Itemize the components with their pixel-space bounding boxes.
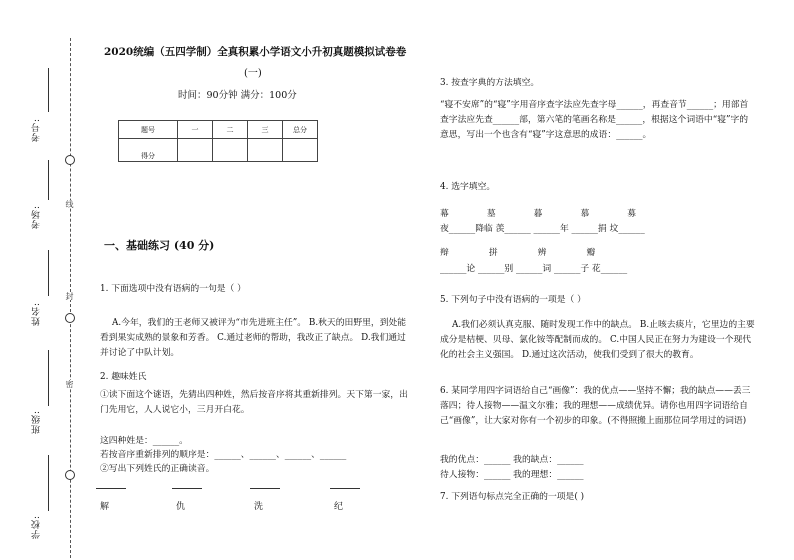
score-cell: 总分: [283, 121, 318, 139]
option-char: 辩: [440, 248, 449, 258]
score-cell: 一: [178, 121, 213, 139]
margin-label-exam-number: 考号:: [32, 118, 42, 143]
option-char: 幕: [440, 209, 449, 219]
pinyin-line-2: [172, 488, 202, 489]
q6-line2: 待人接物：______ 我的理想：______: [440, 470, 584, 480]
margin-line-2: [48, 160, 49, 200]
surname-char: 仇: [176, 502, 186, 512]
margin-label-name: 姓名:: [32, 302, 42, 327]
binding-hole-1: [65, 155, 75, 165]
binding-hole-2: [65, 313, 75, 323]
q2-blank1: 这四种姓是：______。: [100, 436, 188, 446]
surname-char: 解: [100, 502, 110, 512]
option-char: 瓣: [586, 248, 596, 258]
q5-options: A.我们必须认真克服、随时发现工作中的缺点。 B.止咳去痰片，它里边的主要成分是桔梗、贝母、氯化铵等配制而成的。 C.中国人民正在努力为建设一个现代化的社会主义强国。 D.通过这次活动，使我们受到了很大的教育。: [440, 320, 755, 360]
margin-label-class: 班级:: [32, 410, 42, 435]
exam-title: 2020统编（五四学制）全真积累小学语文小升初真题模拟试卷卷: [104, 46, 407, 58]
surname-char: 纪: [334, 502, 344, 512]
q4-row2-blanks: ______论 ______别 ______词 ______子 花______: [440, 264, 628, 274]
margin-line-5: [48, 455, 49, 511]
margin-line-3: [48, 250, 49, 296]
q3-stem: 3. 按查字典的方法填空。: [440, 78, 540, 88]
option-char: 墓: [486, 209, 496, 219]
q3-body: “寝不安席”的“寝”字用音序查字法应先查字母______，再查音节______；用部首查字法应先查______部，第六笔的笔画名称是______，根据这个词语中“寝”字的意思，写出一个也含有“寝”字这意思的成语：______。: [440, 100, 749, 140]
score-table-score-row: [119, 139, 318, 162]
q4-row1-blanks: 夜______降临 羡______ ______年 ______捐 坟______: [440, 224, 645, 234]
q2-stem: 2. 趣味姓氏: [100, 372, 147, 382]
section-heading: 一、基础练习 (40 分): [104, 239, 215, 252]
q1-options: A.今年，我们的王老师又被评为“市先进班主任”。 B.秋天的田野里，到处能看到果实成熟的景象和芳香。 C.通过老师的帮助，我改正了缺点。 D.我们通过并讨论了中队计划。: [100, 318, 407, 358]
margin-label-school: 学校:: [32, 515, 42, 540]
score-cell: 得分: [119, 139, 178, 162]
exam-subtitle: (一): [244, 68, 262, 79]
q1-stem: 1. 下面选项中没有语病的一句是（ ）: [100, 284, 246, 294]
exam-time-score: 时间：90分钟 满分：100分: [178, 90, 297, 101]
binding-hole-3: [65, 470, 75, 480]
score-input-cell[interactable]: [213, 139, 248, 162]
score-table-header-row: [119, 121, 318, 139]
q6-line1: 我的优点：______ 我的缺点：______: [440, 455, 584, 465]
score-cell: 二: [213, 121, 248, 139]
pinyin-line-4: [330, 488, 360, 489]
q4-row1-chars: [440, 206, 636, 219]
option-char: 辨: [537, 248, 547, 258]
q4-stem: 4. 选字填空。: [440, 182, 496, 192]
q2-blank2: 若按音序重新排列的顺序是：______、______、______、______: [100, 450, 347, 460]
margin-line-4: [48, 350, 49, 406]
margin-label-exam-room: 考场:: [32, 205, 42, 230]
option-char: 募: [627, 209, 637, 219]
margin-line-1: [48, 68, 49, 112]
pinyin-line-1: [96, 488, 126, 489]
score-cell: 题号: [119, 121, 178, 139]
pinyin-line-3: [250, 488, 280, 489]
score-input-cell[interactable]: [283, 139, 318, 162]
margin-word-xian: 线: [65, 200, 74, 208]
score-input-cell[interactable]: [178, 139, 213, 162]
option-char: 拼: [488, 248, 498, 258]
option-char: 暮: [533, 209, 543, 219]
q4-row2-chars: [440, 245, 595, 258]
score-table: [118, 120, 318, 162]
q2-item2: ②写出下列姓氏的正确读音。: [100, 464, 215, 474]
option-char: 慕: [580, 209, 590, 219]
q2-item1: ①读下面这个谜语，先猜出四种姓，然后按音序将其重新排列。天下第一家，出门先用它，人人说它小，三月开白花。: [100, 390, 408, 415]
surname-char: 洗: [254, 502, 264, 512]
margin-word-mi: 密: [65, 380, 74, 388]
q5-stem: 5. 下列句子中没有语病的一项是（ ）: [440, 295, 586, 305]
q6-stem: 6. 某同学用四字词语给自己“画像”：我的优点——坚持不懈；我的缺点——丢三落四；待人接物——温文尔雅；我的理想——成绩优异。请你也用四字词语给自己“画像”，让大家对你有一个初步的印象。(不得照搬上面那位同学用过的词语): [440, 386, 751, 426]
score-cell: 三: [248, 121, 283, 139]
q7-stem: 7. 下列语句标点完全正确的一项是( ): [440, 492, 585, 502]
margin-word-feng: 封: [65, 292, 74, 300]
score-input-cell[interactable]: [248, 139, 283, 162]
